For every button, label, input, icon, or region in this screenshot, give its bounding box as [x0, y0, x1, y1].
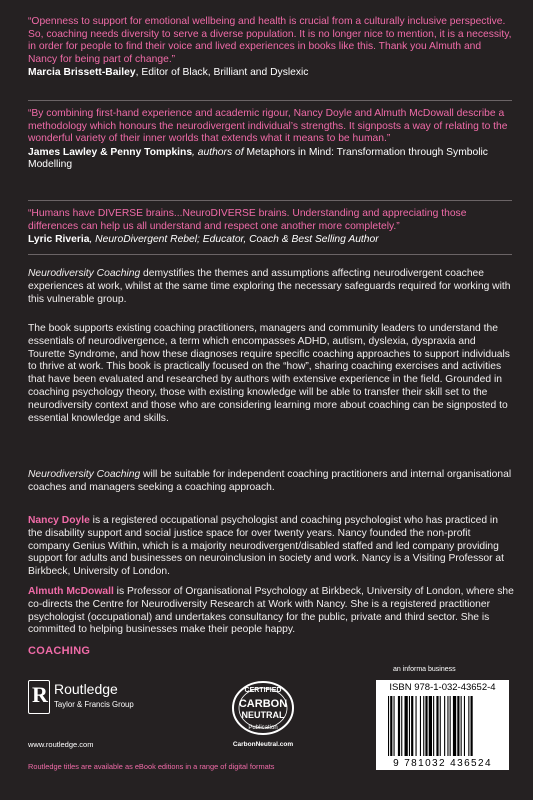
barcode-bar [453, 696, 456, 756]
carbon-main-2: NEUTRAL [241, 710, 285, 720]
barcode-bar [440, 696, 441, 756]
author-name: Nancy Doyle [28, 515, 90, 526]
barcode-bar [429, 696, 432, 756]
quote-attribution [28, 234, 512, 247]
description-paragraph-1 [28, 268, 514, 306]
barcode-bar [405, 696, 408, 756]
description-paragraph-3 [28, 469, 514, 495]
barcode-bar [436, 696, 438, 756]
routledge-logo-icon: R [28, 680, 50, 714]
quote-role: , Editor of [135, 67, 183, 79]
barcode-bar [471, 696, 473, 756]
quote-text: “Humans have DIVERSE brains...NeuroDIVERSE brains. Understanding and appreciating those differences can help us all understand and respect one another more completely.” [28, 208, 467, 232]
carbon-neutral-icon [228, 680, 298, 760]
isbn-barcode [376, 680, 509, 770]
barcode-bar [433, 696, 434, 756]
quote-attribution [28, 67, 512, 80]
carbon-main-1: CARBON [238, 698, 288, 710]
description-paragraph-2 [28, 323, 514, 425]
author-bio-text: is a registered occupational psychologist and coaching psychologist who has practiced in the disability support and social justice space for over twenty years. Nancy founded the non-profit company Genius Within, which is a majority neurodivergent/disabled staffed and led company providing support for adults and businesses on neuroinclusion in society and work. Nancy is a Visiting Professor at Birkbeck, University of London. [28, 515, 505, 578]
paragraph-text: will be suitable for independent coaching practitioners and internal organisational coaches and managers seeking a coaching approach. [28, 469, 512, 493]
barcode-number: 9 781032 436524 [393, 758, 492, 769]
publisher-url: www.routledge.com [28, 740, 94, 749]
barcode-bar [447, 696, 448, 756]
quote-attribution [28, 147, 512, 172]
barcode-bar [398, 696, 400, 756]
carbon-url: CarbonNeutral.com [232, 741, 294, 748]
barcode-bar [450, 696, 451, 756]
publisher-group: Taylor & Francis Group [54, 700, 134, 709]
divider [28, 200, 512, 201]
barcode-bar [416, 696, 417, 756]
divider [28, 100, 512, 101]
barcode-bar [425, 696, 427, 756]
carbon-sub: Publication [248, 725, 278, 731]
barcode-bar [420, 696, 421, 756]
barcode-bar [444, 696, 445, 756]
informa-tagline: an informa business [393, 666, 456, 673]
book-title: Neurodiversity Coaching [28, 268, 141, 279]
quote-author: Lyric Riveria [28, 234, 90, 246]
barcode-bar [461, 696, 462, 756]
author-bio-2 [28, 586, 514, 637]
quote-author: James Lawley & Penny Tompkins [28, 146, 193, 158]
quote-role: , authors of [192, 146, 247, 158]
barcode-bar [464, 696, 465, 756]
carbon-neutral-logo [228, 680, 298, 760]
carbon-top: CERTIFIED [244, 687, 282, 694]
barcode-bar [388, 696, 389, 756]
quote-role: , NeuroDivergent Rebel; Educator, Coach & Best Selling Author [89, 234, 379, 246]
publisher-name: Routledge [54, 681, 118, 697]
author-bio-1 [28, 515, 514, 579]
barcode-bar [401, 696, 402, 756]
book-title: Neurodiversity Coaching [28, 469, 141, 480]
quote-text: “By combining first-hand experience and academic rigour, Nancy Doyle and Almuth McDowall describe a methodology which honours the neurodivergent individual’s strengths. It signposts a way of relating to the wonderful variety of their inner worlds that extends what it means to be human.” [28, 108, 508, 145]
quote-author: Marcia Brissett-Bailey [28, 67, 136, 79]
barcode-bar [411, 696, 413, 756]
quote-1 [28, 16, 512, 80]
publisher-logo [28, 676, 228, 722]
paragraph-text: demystifies the themes and assumptions affecting neurodivergent coachee experiences at work, whilst at the same time exploring the necessary safeguards required for working with this vulnerable group. [28, 268, 511, 305]
isbn-text: ISBN 978-1-032-43652-4 [389, 682, 496, 693]
subject-category: COACHING [28, 645, 91, 657]
quote-3 [28, 208, 512, 247]
barcode-icon [376, 680, 509, 770]
barcode-bar [423, 696, 424, 756]
author-bio-text: is Professor of Organisational Psychology at Birkbeck, University of London, where she co-directs the Centre for Neurodiversity Research at Work with Nancy. She is a registered practitioner psychologist (occupational) and undertakes consultancy for the public, private and third sector. She is committed to helping businesses make their people happy. [28, 586, 514, 636]
quote-role-title: Black, Brilliant and Dyslexic [182, 67, 309, 79]
barcode-bar [468, 696, 469, 756]
divider [28, 254, 512, 255]
barcode-bar [409, 696, 410, 756]
quote-role-title: Metaphors in Mind: Transformation through Symbolic Modelling [28, 146, 488, 171]
author-name: Almuth McDowall [28, 586, 114, 597]
quote-text: “Openness to support for emotional wellbeing and health is crucial from a culturally inclusive perspective. So, coaching needs diversity to serve a diverse population. It is no longer nice to mention, it is a necessity, in order for people to find their voice and lived experiences in books like this. Thank you Almuth and Nancy for being part of change.” [28, 16, 512, 65]
barcode-bar [457, 696, 459, 756]
barcode-bar [390, 696, 392, 756]
barcode-bar [394, 696, 395, 756]
quote-2 [28, 108, 512, 172]
paragraph-text: The book supports existing coaching practitioners, managers and community leaders to understand the essentials of neurodivergence, a term which encompasses ADHD, autism, dyslexia, dyspraxia and Tourette Syndrome, and how these diagnoses require specific coaching approaches to support individuals to thrive at work. This book is practically focused on the “how”, sharing coaching exercises and activities that have been evaluated and researched by authors with extensive experience in the field. Grounded in coaching psychology theory, those with existing knowledge will be able to transfer their skill set to the neurodiversity context and those who are considering learning more about coaching can be signposted to essential knowledge and skills. [28, 323, 510, 424]
ebook-note: Routledge titles are available as eBook editions in a range of digital formats [28, 762, 275, 771]
